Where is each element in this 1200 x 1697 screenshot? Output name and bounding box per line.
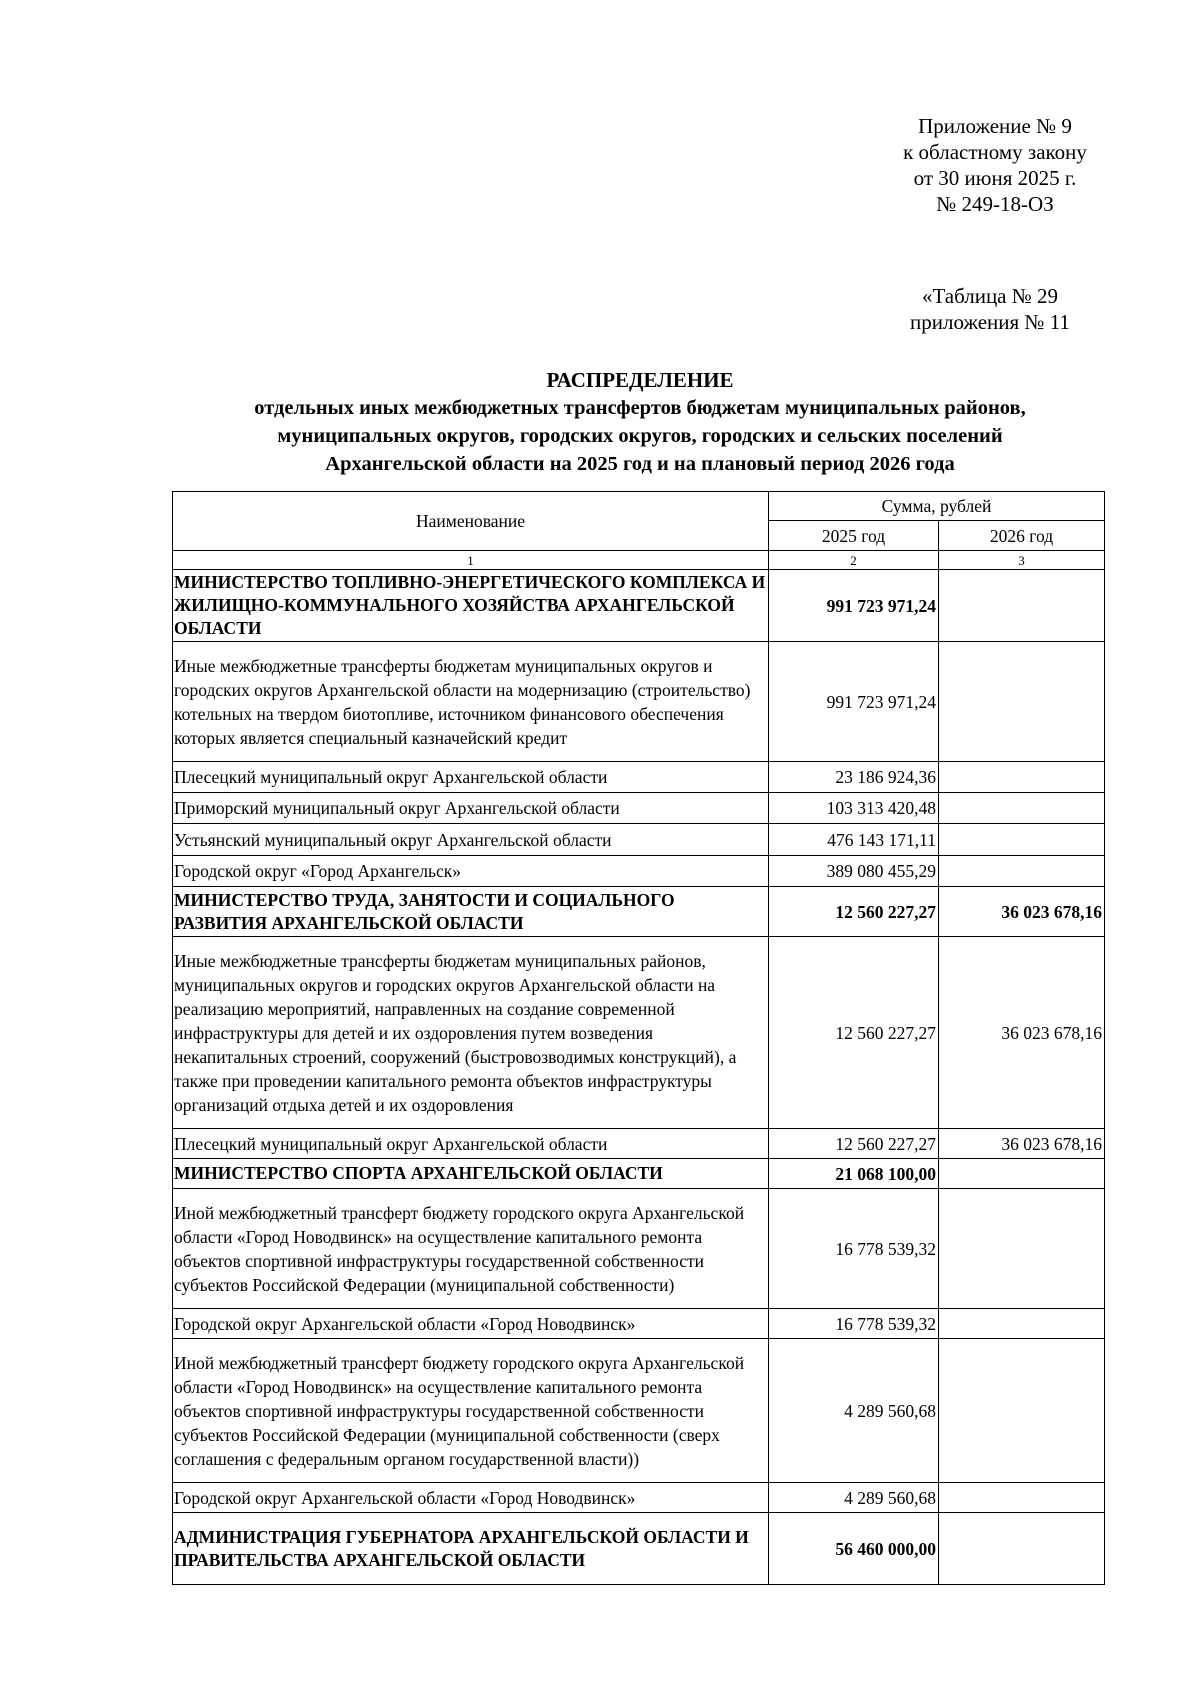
table-row [173, 642, 1105, 762]
table-row [173, 1189, 1105, 1309]
row-value-2025: 56 460 000,00 [769, 1513, 939, 1585]
row-name: МИНИСТЕРСТВО ТРУДА, ЗАНЯТОСТИ И СОЦИАЛЬНОГО РАЗВИТИЯ АРХАНГЕЛЬСКОЙ ОБЛАСТИ [173, 887, 769, 937]
row-value-2025: 389 080 455,29 [769, 856, 939, 887]
row-value-2026 [939, 1339, 1105, 1483]
row-value-2026 [939, 1309, 1105, 1339]
row-name: Плесецкий муниципальный округ Архангельской области [173, 1129, 769, 1159]
title-main: РАСПРЕДЕЛЕНИЕ [546, 368, 734, 392]
row-value-2026 [939, 1189, 1105, 1309]
table-row [173, 793, 1105, 824]
row-value-2026 [939, 793, 1105, 824]
table-row [173, 1129, 1105, 1159]
row-name: Приморский муниципальный округ Архангельской области [173, 793, 769, 824]
table-ref-line-2: приложения № 11 [910, 310, 1070, 334]
row-value-2026 [939, 1513, 1105, 1585]
row-name: Плесецкий муниципальный округ Архангельской области [173, 762, 769, 793]
row-value-2026: 36 023 678,16 [939, 1129, 1105, 1159]
appendix-line-2: к областному закону [903, 140, 1087, 164]
row-value-2025: 991 723 971,24 [769, 570, 939, 642]
row-value-2025: 4 289 560,68 [769, 1339, 939, 1483]
row-name: МИНИСТЕРСТВО ТОПЛИВНО-ЭНЕРГЕТИЧЕСКОГО КОМПЛЕКСА И ЖИЛИЩНО-КОММУНАЛЬНОГО ХОЗЯЙСТВА АРХАНГЕЛЬСКОЙ ОБЛАСТИ [173, 570, 769, 642]
row-value-2026 [939, 1159, 1105, 1189]
column-index-1: 1 [173, 551, 769, 570]
appendix-line-1: Приложение № 9 [918, 114, 1072, 138]
row-value-2026 [939, 762, 1105, 793]
row-value-2026 [939, 856, 1105, 887]
row-value-2025: 12 560 227,27 [769, 937, 939, 1129]
row-name: Устьянский муниципальный округ Архангельской области [173, 824, 769, 856]
title-sub-2: муниципальных округов, городских округов, городских и сельских поселений [277, 425, 1003, 447]
row-name: Иной межбюджетный трансферт бюджету городского округа Архангельской области «Город Новодвинск» на осуществление капитального ремонта объектов спортивной инфраструктуры государственной собственности субъектов Российской Федерации (муниципальной собственности) [173, 1189, 769, 1309]
row-value-2026 [939, 824, 1105, 856]
header-2026: 2026 год [939, 521, 1105, 551]
row-name: Городской округ «Город Архангельск» [173, 856, 769, 887]
table-row [173, 1309, 1105, 1339]
column-index-2: 2 [769, 551, 939, 570]
row-name: Иные межбюджетные трансферты бюджетам муниципальных районов, муниципальных округов и городских округов Архангельской области на реализацию мероприятий, направленных на создание современной инфраструктуры для детей и их оздоровления путем возведения некапитальных строений, сооружений (быстровозводимых конструкций), а также при проведении капитального ремонта объектов инфраструктуры организаций отдыха детей и их оздоровления [173, 937, 769, 1129]
table-row [173, 887, 1105, 937]
row-value-2026: 36 023 678,16 [939, 887, 1105, 937]
appendix-line-4: № 249-18-ОЗ [936, 192, 1054, 216]
table-row [173, 824, 1105, 856]
row-value-2025: 991 723 971,24 [769, 642, 939, 762]
row-value-2025: 103 313 420,48 [769, 793, 939, 824]
row-value-2026 [939, 1483, 1105, 1513]
table-row [173, 570, 1105, 642]
header-2025: 2025 год [769, 521, 939, 551]
row-name: Городской округ Архангельской области «Город Новодвинск» [173, 1483, 769, 1513]
table-row [173, 1159, 1105, 1189]
row-value-2025: 12 560 227,27 [769, 887, 939, 937]
row-name: МИНИСТЕРСТВО СПОРТА АРХАНГЕЛЬСКОЙ ОБЛАСТИ [173, 1159, 769, 1189]
row-value-2025: 16 778 539,32 [769, 1189, 939, 1309]
header-sum: Сумма, рублей [769, 492, 1105, 521]
row-name: Иные межбюджетные трансферты бюджетам муниципальных округов и городских округов Архангельской области на модернизацию (строительство) котельных на твердом биотопливе, источником финансового обеспечения которых является специальный казначейский кредит [173, 642, 769, 762]
distribution-table [172, 491, 1105, 1585]
row-name: Городской округ Архангельской области «Город Новодвинск» [173, 1309, 769, 1339]
column-index-3: 3 [939, 551, 1105, 570]
row-value-2025: 12 560 227,27 [769, 1129, 939, 1159]
row-value-2025: 476 143 171,11 [769, 824, 939, 856]
table-row [173, 762, 1105, 793]
table-row [173, 1483, 1105, 1513]
row-value-2026 [939, 570, 1105, 642]
row-value-2025: 23 186 924,36 [769, 762, 939, 793]
row-name: Иной межбюджетный трансферт бюджету городского округа Архангельской области «Город Новодвинск» на осуществление капитального ремонта объектов спортивной инфраструктуры государственной собственности субъектов Российской Федерации (муниципальной собственности (сверх соглашения с федеральным органом государственной власти)) [173, 1339, 769, 1483]
table-row [173, 937, 1105, 1129]
row-value-2025: 4 289 560,68 [769, 1483, 939, 1513]
row-value-2025: 16 778 539,32 [769, 1309, 939, 1339]
table-reference [880, 283, 1100, 335]
table-row [173, 1339, 1105, 1483]
row-value-2026 [939, 642, 1105, 762]
title-sub-3: Архангельской области на 2025 год и на плановый период 2026 года [325, 453, 955, 475]
row-name: АДМИНИСТРАЦИЯ ГУБЕРНАТОРА АРХАНГЕЛЬСКОЙ ОБЛАСТИ И ПРАВИТЕЛЬСТВА АРХАНГЕЛЬСКОЙ ОБЛАСТИ [173, 1513, 769, 1585]
table-row [173, 856, 1105, 887]
appendix-line-3: от 30 июня 2025 г. [913, 166, 1077, 190]
appendix-block [860, 113, 1130, 217]
row-value-2026: 36 023 678,16 [939, 937, 1105, 1129]
title-sub-1: отдельных иных межбюджетных трансфертов бюджетам муниципальных районов, [254, 397, 1026, 419]
header-name: Наименование [173, 492, 769, 551]
document-title [160, 366, 1120, 478]
table-row [173, 1513, 1105, 1585]
row-value-2025: 21 068 100,00 [769, 1159, 939, 1189]
table-ref-line-1: «Таблица № 29 [921, 284, 1059, 308]
